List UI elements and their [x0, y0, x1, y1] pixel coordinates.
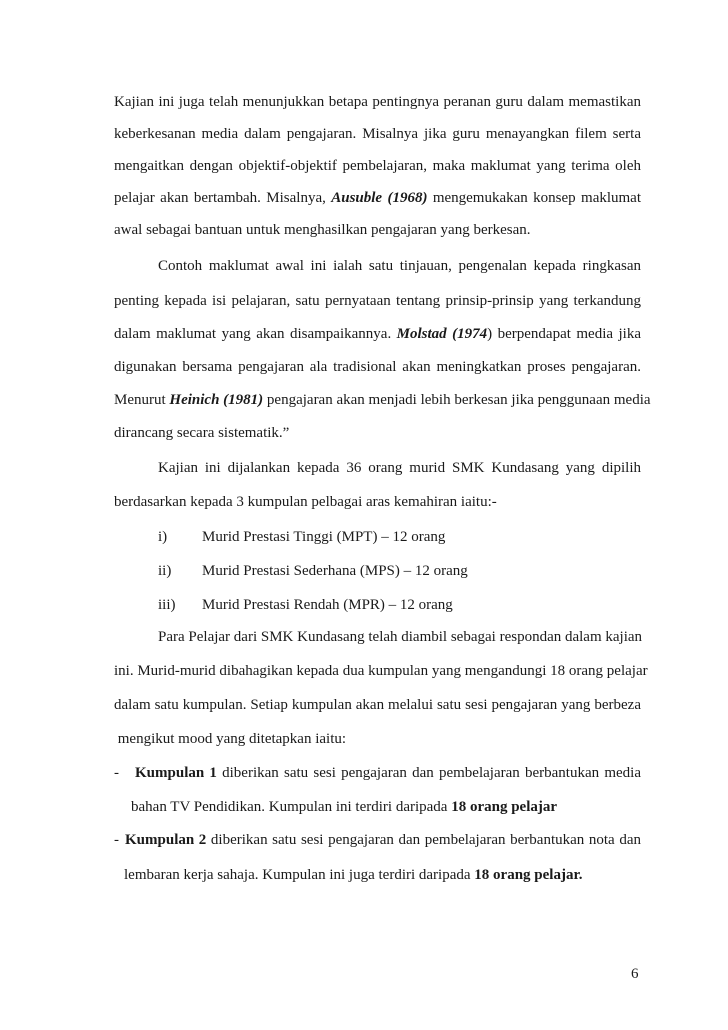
citation-ausuble: Ausuble (1968) [331, 190, 428, 206]
citation-molstad: Molstad (1974 [396, 326, 488, 342]
text-segment: pengajaran akan menjadi lebih berkesan jika penggunaan media [263, 392, 651, 408]
text-segment: dalam maklumat yang akan disampaikannya. [114, 326, 397, 342]
text-segment: mengemukakan konsep maklumat [427, 190, 642, 206]
paragraph-2-line-4: digunakan bersama pengajaran ala tradisional akan meningkatkan proses pengajaran. [114, 359, 641, 375]
paragraph-3-line-2: berdasarkan kepada 3 kumpulan pelbagai aras kemahiran iaitu:- [114, 494, 497, 510]
list-item-number: ii) [158, 563, 172, 579]
dash-marker: - [114, 832, 119, 848]
list-item-text: Murid Prestasi Sederhana (MPS) – 12 orang [202, 563, 468, 579]
paragraph-2-line-5 [114, 390, 651, 410]
group-2-line-1 [114, 830, 641, 850]
dash-marker: - [114, 765, 119, 781]
paragraph-4-line-4: mengikut mood yang ditetapkan iaitu: [114, 731, 347, 747]
paragraph-1-line-5: awal sebagai bantuan untuk menghasilkan pengajaran yang berkesan. [114, 222, 531, 238]
citation-heinich: Heinich (1981) [169, 392, 264, 408]
paragraph-4-line-3: dalam satu kumpulan. Setiap kumpulan akan melalui satu sesi pengajaran yang berbeza [114, 697, 641, 713]
paragraph-2-line-6: dirancang secara sistematik.” [114, 425, 290, 441]
group-2-name: Kumpulan 2 [125, 832, 207, 848]
paragraph-4-line-1: Para Pelajar dari SMK Kundasang telah diambil sebagai respondan dalam kajian [158, 629, 643, 645]
paragraph-1-line-1: Kajian ini juga telah menunjukkan betapa pentingnya peranan guru dalam memastikan [114, 94, 641, 110]
list-item-text: Murid Prestasi Rendah (MPR) – 12 orang [202, 597, 453, 613]
paragraph-1-line-2: keberkesanan media dalam pengajaran. Misalnya jika guru menayangkan filem serta [114, 126, 641, 142]
paragraph-1-line-4 [114, 188, 641, 208]
paragraph-1-line-3: mengaitkan dengan objektif-objektif pembelajaran, maka maklumat yang terima oleh [114, 158, 641, 174]
group-1-name: Kumpulan 1 [135, 765, 217, 781]
text-segment: diberikan satu sesi pengajaran dan pembelajaran berbantukan nota dan [206, 832, 641, 848]
text-segment: bahan TV Pendidikan. Kumpulan ini terdiri daripada [131, 799, 452, 815]
text-segment: pelajar akan bertambah. Misalnya, [114, 190, 332, 206]
text-segment: ) berpendapat media jika [487, 326, 641, 342]
text-segment: diberikan satu sesi pengajaran dan pembelajaran berbantukan media [216, 765, 641, 781]
paragraph-2-line-3 [114, 324, 641, 344]
paragraph-4-line-2: ini. Murid-murid dibahagikan kepada dua kumpulan yang mengandungi 18 orang pelajar [114, 663, 648, 679]
paragraph-3-line-1: Kajian ini dijalankan kepada 36 orang murid SMK Kundasang yang dipilih [158, 460, 641, 476]
group-1-line-2 [131, 797, 641, 817]
text-segment: Menurut [114, 392, 170, 408]
group-2-count: 18 orang pelajar. [474, 867, 583, 883]
list-item-number: i) [158, 529, 168, 545]
group-1-line-1 [114, 763, 641, 783]
page-number: 6 [631, 966, 639, 982]
group-2-line-2 [124, 865, 641, 885]
group-1-count: 18 orang pelajar [451, 799, 558, 815]
paragraph-2-line-1: Contoh maklumat awal ini ialah satu tinjauan, pengenalan kepada ringkasan [158, 258, 641, 274]
list-item-number: iii) [158, 597, 176, 613]
paragraph-2-line-2: penting kepada isi pelajaran, satu pernyataan tentang prinsip-prinsip yang terkandung [114, 293, 641, 309]
list-item-text: Murid Prestasi Tinggi (MPT) – 12 orang [202, 529, 446, 545]
text-segment: lembaran kerja sahaja. Kumpulan ini juga terdiri daripada [124, 867, 475, 883]
